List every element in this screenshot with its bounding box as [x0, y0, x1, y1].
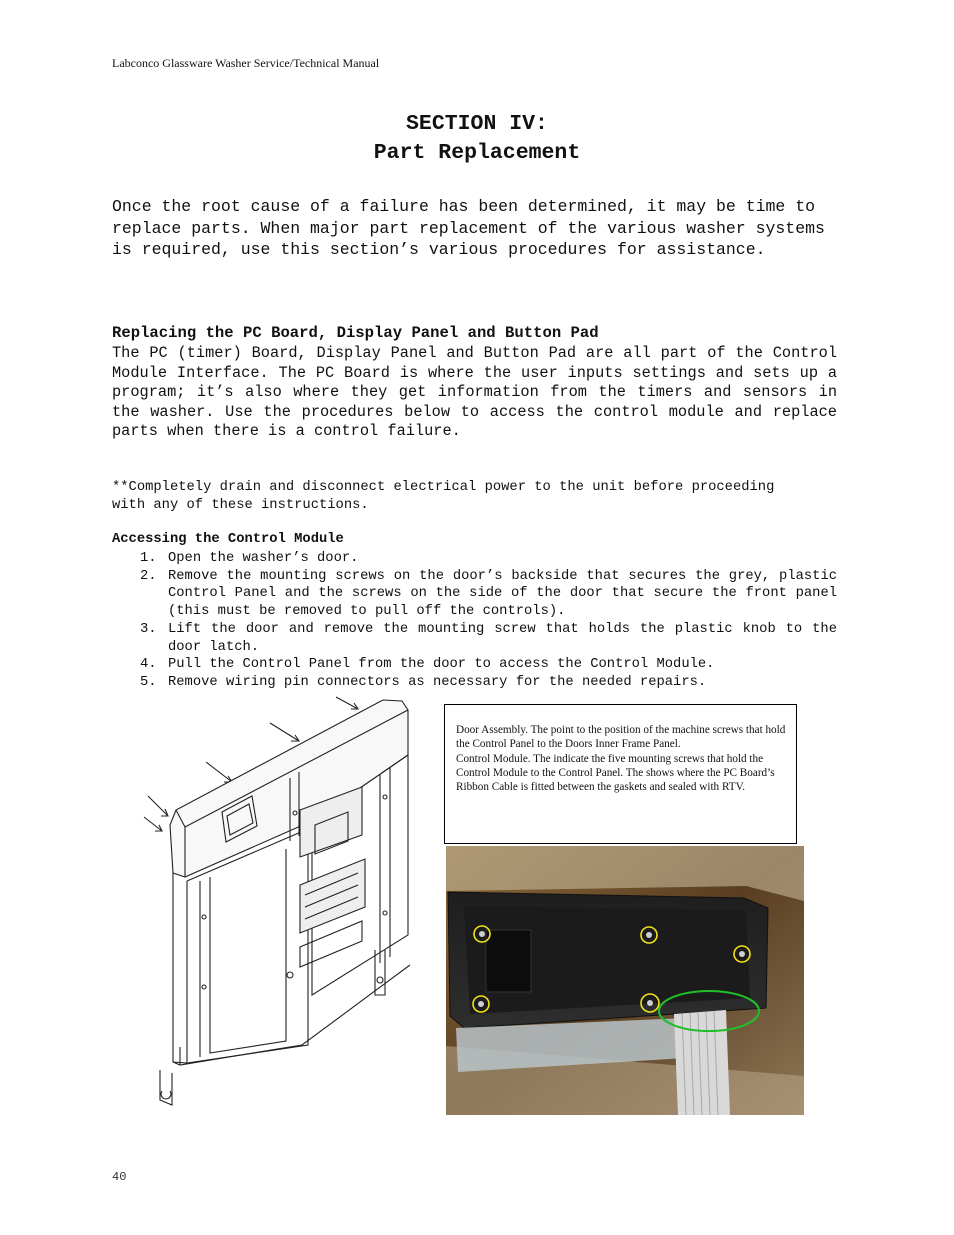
figure-caption: [444, 704, 797, 844]
step-number: 4.: [140, 657, 157, 673]
caption-control-module: Control Module. The indicate the five mounting screws that hold the Control Module to the Control Panel. The shows where the PC Board’s Ribbon Cable is fitted between the gaskets and sealed with RTV.: [456, 752, 775, 794]
step-number: 2.: [140, 568, 157, 584]
procedure-heading: Accessing the Control Module: [112, 532, 344, 547]
step-number: 1.: [140, 551, 157, 566]
step-number: 5.: [140, 674, 157, 690]
control-module-photo: [446, 846, 804, 1115]
step-1: [112, 550, 837, 568]
step-text: Remove the mounting screws on the door’s backside that secures the grey, plastic Control Panel and the screws on the side of the door that secure the front panel (this must be removed to pull off the controls).: [168, 568, 837, 620]
section-number: SECTION IV:: [406, 112, 548, 136]
caption-door-assembly: Door Assembly. The point to the position of the machine screws that hold the Control Panel to the Doors Inner Frame Panel.: [456, 724, 786, 751]
procedure-steps: [112, 550, 837, 692]
step-text: Open the washer’s door.: [168, 551, 359, 566]
page-number: 40: [112, 1170, 127, 1184]
step-text: Remove wiring pin connectors as necessary for the needed repairs.: [168, 674, 707, 690]
door-assembly-drawing: [140, 695, 430, 1115]
warning-note: **Completely drain and disconnect electrical power to the unit before proceeding with any of these instructions.: [112, 480, 775, 513]
step-text: Lift the door and remove the mounting screw that holds the plastic knob to the door latch.: [168, 621, 837, 655]
step-text: Pull the Control Panel from the door to access the Control Module.: [168, 657, 715, 673]
section-title: [0, 110, 954, 168]
section-name: Part Replacement: [373, 141, 581, 165]
subsection-body: The PC (timer) Board, Display Panel and Button Pad are all part of the Control Module Interface. The PC Board is where the user inputs settings and sets up a program; it’s also where they get information from the timers and sensors in the washer. Use the procedures below to access the control module and replace parts when there is a control failure.: [112, 344, 837, 441]
step-3: [112, 621, 837, 656]
subsection-heading: Replacing the PC Board, Display Panel and Button Pad: [112, 324, 599, 342]
step-4: [112, 656, 837, 674]
step-5: [112, 674, 837, 692]
step-number: 3.: [140, 621, 157, 637]
intro-paragraph: Once the root cause of a failure has been determined, it may be time to replace parts. When major part replacement of the various washer systems is required, use this section’s various procedures for assistance.: [112, 197, 825, 259]
running-header: Labconco Glassware Washer Service/Technical Manual: [112, 56, 380, 70]
step-2: [112, 568, 837, 621]
